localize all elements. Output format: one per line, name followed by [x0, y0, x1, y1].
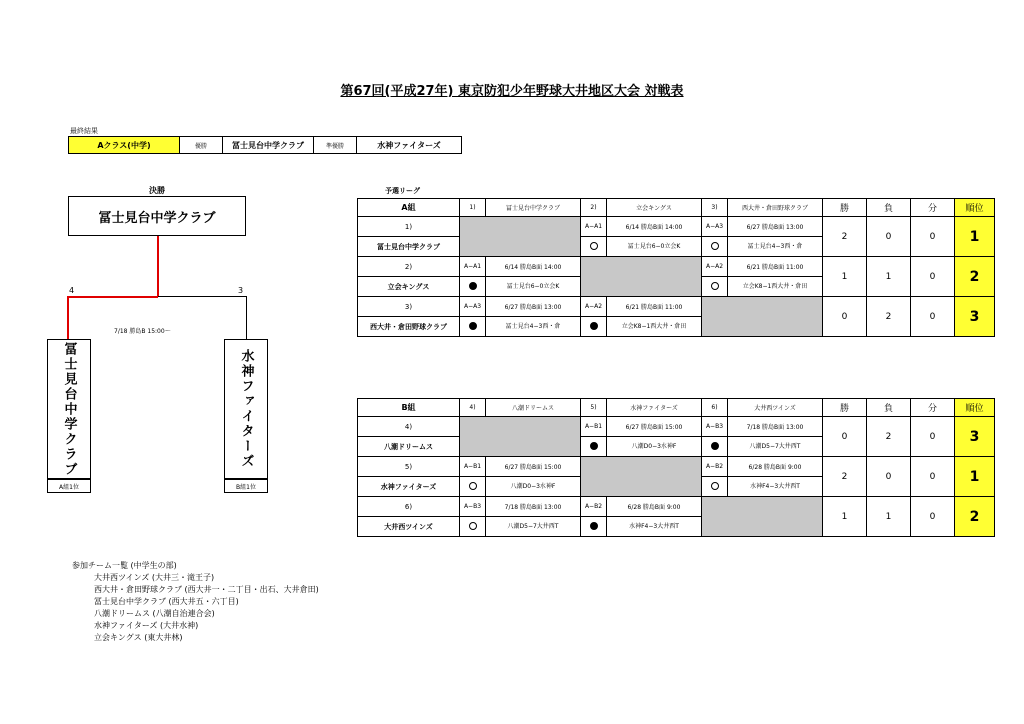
match-date: 7/18 勝島B面 13:00	[728, 417, 823, 437]
filled-circle-icon	[711, 442, 719, 450]
match-code: A−B3	[460, 497, 486, 517]
rank-cell: 1	[955, 217, 995, 257]
stat-d: 0	[911, 457, 955, 497]
match-score: 水神F4−3大井西T	[607, 517, 702, 537]
match-date: 6/28 勝島B面 9:00	[607, 497, 702, 517]
match-code: A−B2	[581, 497, 607, 517]
final-left-team: 冨士見台中学クラブ	[47, 339, 91, 479]
page-title: 第67回(平成27年) 東京防犯少年野球大井地区大会 対戦表	[340, 84, 684, 99]
team-name: 西大井・倉田野球クラブ	[358, 317, 460, 337]
group-column-header: 5)	[581, 399, 607, 417]
stat-l: 0	[867, 457, 911, 497]
stats-header: 順位	[955, 399, 995, 417]
match-score: 八潮D5−7大井西T	[728, 437, 823, 457]
match-date: 6/27 勝島B面 15:00	[607, 417, 702, 437]
self-match-cell	[460, 417, 581, 457]
group-column-header: 立会キングス	[607, 199, 702, 217]
match-score: 冨士見台6−0立会K	[486, 277, 581, 297]
match-score: 八潮D5−7大井西T	[486, 517, 581, 537]
self-match-cell	[702, 497, 823, 537]
group-name: A組	[358, 199, 460, 217]
team-number: 1)	[358, 217, 460, 237]
league-heading: 予選リーグ	[385, 187, 420, 195]
match-date: 6/27 勝島B面 15:00	[486, 457, 581, 477]
bracket-line-winner-horizontal	[67, 296, 158, 298]
match-result-mark	[702, 477, 728, 497]
match-code: A−A2	[581, 297, 607, 317]
filled-circle-icon	[590, 322, 598, 330]
match-result-mark	[460, 477, 486, 497]
match-score: 冨士見台4−3西・倉	[728, 237, 823, 257]
open-circle-icon	[469, 482, 477, 490]
self-match-cell	[702, 297, 823, 337]
match-date: 6/14 勝島B面 14:00	[486, 257, 581, 277]
left-seed: A組1位	[47, 479, 91, 493]
rank-cell: 1	[955, 457, 995, 497]
group-column-header: 冨士見台中学クラブ	[486, 199, 581, 217]
match-code: A−A1	[460, 257, 486, 277]
final-right-team: 水神ファイターズ	[224, 339, 268, 479]
match-code: A−A1	[581, 217, 607, 237]
self-match-cell	[581, 457, 702, 497]
stat-l: 0	[867, 217, 911, 257]
left-score: 4	[69, 286, 75, 295]
runnerup-label: 準優勝	[313, 136, 357, 154]
stat-w: 0	[823, 297, 867, 337]
group-column-header: 八潮ドリームス	[486, 399, 581, 417]
filled-circle-icon	[469, 322, 477, 330]
match-date: 6/28 勝島B面 9:00	[728, 457, 823, 477]
team-name: 立会キングス	[358, 277, 460, 297]
match-score: 冨士見台6−0立会K	[607, 237, 702, 257]
match-result-mark	[460, 317, 486, 337]
match-result-mark	[581, 317, 607, 337]
teams-list-item: 冨士見台中学クラブ (西大井五・六丁目)	[94, 597, 239, 606]
group-column-header: 1)	[460, 199, 486, 217]
stats-header: 負	[867, 399, 911, 417]
team-name: 水神ファイターズ	[358, 477, 460, 497]
runnerup-team: 水神ファイターズ	[356, 136, 462, 154]
filled-circle-icon	[469, 282, 477, 290]
bracket-heading: 決勝	[149, 186, 165, 195]
bracket-line-runnerup-drop	[246, 296, 247, 339]
match-result-mark	[581, 437, 607, 457]
group-column-header: 水神ファイターズ	[607, 399, 702, 417]
match-result-mark	[581, 237, 607, 257]
teams-list-item: 立会キングス (東大井林)	[94, 633, 183, 642]
stat-w: 1	[823, 497, 867, 537]
team-number: 2)	[358, 257, 460, 277]
stat-d: 0	[911, 217, 955, 257]
stat-l: 2	[867, 297, 911, 337]
group-column-header: 西大井・倉田野球クラブ	[728, 199, 823, 217]
team-name: 大井西ツインズ	[358, 517, 460, 537]
match-date: 6/27 勝島B面 13:00	[728, 217, 823, 237]
match-result-mark	[460, 277, 486, 297]
match-code: A−B1	[581, 417, 607, 437]
rank-cell: 3	[955, 297, 995, 337]
match-result-mark	[702, 237, 728, 257]
match-code: A−B1	[460, 457, 486, 477]
match-score: 立会K8−1西大井・倉田	[607, 317, 702, 337]
stat-l: 1	[867, 257, 911, 297]
open-circle-icon	[711, 242, 719, 250]
teams-list-heading: 参加チーム一覧 (中学生の部)	[72, 561, 177, 570]
open-circle-icon	[711, 482, 719, 490]
team-number: 4)	[358, 417, 460, 437]
match-code: A−A2	[702, 257, 728, 277]
right-seed: B組1位	[224, 479, 268, 493]
final-schedule: 7/18 勝島B 15:00〜	[114, 328, 171, 335]
match-score: 冨士見台4−3西・倉	[486, 317, 581, 337]
rank-cell: 2	[955, 497, 995, 537]
group-column-header: 6)	[702, 399, 728, 417]
open-circle-icon	[590, 242, 598, 250]
stat-w: 2	[823, 217, 867, 257]
stat-w: 0	[823, 417, 867, 457]
teams-list-item: 水神ファイターズ (大井水神)	[94, 621, 199, 630]
match-result-mark	[702, 437, 728, 457]
teams-list-item: 八潮ドリームス (八潮自治連合会)	[94, 609, 215, 618]
match-code: A−A3	[460, 297, 486, 317]
open-circle-icon	[469, 522, 477, 530]
group-column-header: 大井西ツインズ	[728, 399, 823, 417]
team-name: 八潮ドリームス	[358, 437, 460, 457]
group-column-header: 3)	[702, 199, 728, 217]
match-code: A−A3	[702, 217, 728, 237]
match-score: 水神F4−3大井西T	[728, 477, 823, 497]
stats-header: 勝	[823, 199, 867, 217]
final-result-label: 最終結果	[70, 127, 98, 135]
winner-team: 冨士見台中学クラブ	[222, 136, 314, 154]
match-date: 6/14 勝島B面 14:00	[607, 217, 702, 237]
team-number: 5)	[358, 457, 460, 477]
stats-header: 勝	[823, 399, 867, 417]
class-label: Aクラス(中学)	[68, 136, 180, 154]
match-date: 7/18 勝島B面 13:00	[486, 497, 581, 517]
self-match-cell	[460, 217, 581, 257]
team-name: 冨士見台中学クラブ	[358, 237, 460, 257]
match-result-mark	[581, 517, 607, 537]
team-number: 6)	[358, 497, 460, 517]
rank-cell: 3	[955, 417, 995, 457]
group-table	[357, 198, 995, 337]
stats-header: 分	[911, 199, 955, 217]
stat-w: 1	[823, 257, 867, 297]
team-number: 3)	[358, 297, 460, 317]
match-result-mark	[460, 517, 486, 537]
group-name: B組	[358, 399, 460, 417]
bracket-line-winner-drop	[67, 296, 69, 339]
match-score: 立会K8−1西大井・倉田	[728, 277, 823, 297]
stats-header: 分	[911, 399, 955, 417]
match-date: 6/21 勝島B面 11:00	[728, 257, 823, 277]
match-code: A−B3	[702, 417, 728, 437]
teams-list-item: 大井西ツインズ (大井三・滝王子)	[94, 573, 215, 582]
right-score: 3	[238, 286, 244, 295]
teams-list	[94, 572, 319, 644]
stats-header: 順位	[955, 199, 995, 217]
champion-box: 冨士見台中学クラブ	[68, 196, 246, 236]
stat-d: 0	[911, 497, 955, 537]
filled-circle-icon	[590, 442, 598, 450]
open-circle-icon	[711, 282, 719, 290]
stats-header: 負	[867, 199, 911, 217]
bracket-line-runnerup-horizontal	[158, 296, 247, 297]
stat-d: 0	[911, 297, 955, 337]
rank-cell: 2	[955, 257, 995, 297]
stat-w: 2	[823, 457, 867, 497]
stat-l: 2	[867, 417, 911, 457]
group-table	[357, 398, 995, 537]
match-score: 八潮D0−3水神F	[486, 477, 581, 497]
match-date: 6/21 勝島B面 11:00	[607, 297, 702, 317]
bracket-line-winner-vertical	[157, 236, 159, 297]
match-date: 6/27 勝島B面 13:00	[486, 297, 581, 317]
self-match-cell	[581, 257, 702, 297]
filled-circle-icon	[590, 522, 598, 530]
stat-d: 0	[911, 417, 955, 457]
group-column-header: 4)	[460, 399, 486, 417]
stat-d: 0	[911, 257, 955, 297]
match-code: A−B2	[702, 457, 728, 477]
match-result-mark	[702, 277, 728, 297]
teams-list-item: 西大井・倉田野球クラブ (西大井一・二丁目・出石、大井倉田)	[94, 585, 319, 594]
group-column-header: 2)	[581, 199, 607, 217]
stat-l: 1	[867, 497, 911, 537]
winner-label: 優勝	[179, 136, 223, 154]
match-score: 八潮D0−3水神F	[607, 437, 702, 457]
